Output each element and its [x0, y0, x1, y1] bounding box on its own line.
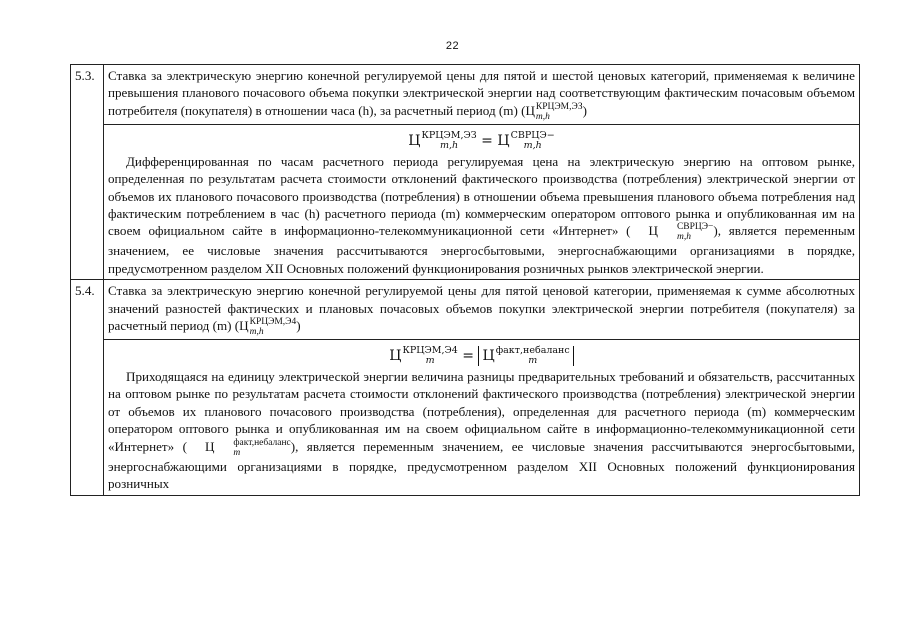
- price-symbol: Ц КРЦЭМ,Э4 m,h: [239, 317, 297, 338]
- clauses-table: [70, 64, 860, 496]
- clause-row-5-4-body: [71, 340, 860, 495]
- clause-body: [104, 124, 860, 279]
- clause-title-text: Ставка за электрическую энергию конечной регулируемой цены для пятой ценовой категории, применяемая к сумме абсолютных значений разностей фактических и плановых почасовых объемов покупки электрической энергии потребителя (покупателя) за расчетный период (m) (: [108, 283, 855, 334]
- formula-rhs-absolute-value: Ц факт,небаланс m: [478, 346, 573, 366]
- clause-row-5-3-title: [71, 65, 860, 125]
- price-symbol: Ц СВРЦЭ− m,h: [648, 222, 714, 243]
- clause-row-5-4-title: [71, 280, 860, 340]
- page-number: 22: [445, 40, 460, 52]
- formula-equals: =: [481, 132, 493, 149]
- clause-title: Ставка за электрическую энергию конечной регулируемой цены для пятой и шестой ценовых категорий, применяемая к величине превышения планового почасового объема покупки электрической энергии над соответствующим фактическим почасовым объемом потребителя (покупателя) в отношении часа (h), за расчетный период (m) (Ц КРЦЭМ,ЭЗ m,h ): [104, 65, 860, 125]
- clause-body-text: Приходящаяся на единицу электрической энергии величина разницы предварительных требований и обязательств, рассчитанных на оптовом рынке по результатам расчета стоимости отклонений фактического производства (потребления) электрической энергии от объемов их планового почасового производства (потребления), определенная для расчетного периода (m) коммерческим оператором оптового рынка и опубликованная им на своем официальном сайте в информационно-телекоммуникационной сети «Интернет» ( Ц факт,небаланс m ), является переменным значением, ее числовые значения рассчитываются энергосбытовыми, энергоснабжающими организациями в порядке, предусмотренном разделом XII Основных положений функционирования розничных: [108, 369, 855, 492]
- clause-row-5-3-body: [71, 124, 860, 279]
- formula-lhs: Ц КРЦЭМ,Э4 m: [389, 345, 458, 367]
- clause-number: 5.4.: [71, 280, 104, 495]
- formula-equals: =: [462, 348, 475, 365]
- price-symbol: Ц факт,небаланс m: [204, 437, 291, 458]
- clause-body: [104, 340, 860, 495]
- formula: [108, 342, 855, 368]
- clause-body-text: Дифференцированная по часам расчетного периода регулируемая цена на электрическую энергию на оптовом рынке, определенная по результатам расчета стоимости отклонений фактического производства (потребления) электрической энергии от объемов их планового почасового производства (потребления) в отношении объема превышения планового объема потребления над фактическим потреблением в час (h) расчетного периода (m) коммерческим оператором оптового рынка и опубликованная им на своем официальном сайте в информационно-телекоммуникационной сети «Интернет» ( Ц СВРЦЭ− m,h ), является переменным значением, ее числовые значения рассчитываются энергосбытовыми, энергоснабжающими организациями в порядке, предусмотренном разделом XII Основных положений функционирования розничных рынков электрической энергии.: [108, 153, 855, 276]
- clause-title-text: Ставка за электрическую энергию конечной регулируемой цены для пятой и шестой ценовых категорий, применяемая к величине превышения планового почасового объема покупки электрической энергии над соответствующим фактическим почасовым объемом потребителя (покупателя) в отношении часа (h), за расчетный период (m) (: [108, 68, 855, 118]
- clause-number: 5.3.: [71, 65, 104, 280]
- formula: [108, 127, 855, 153]
- price-symbol: Ц КРЦЭМ,ЭЗ m,h: [525, 101, 583, 122]
- clause-title: Ставка за электрическую энергию конечной регулируемой цены для пятой ценовой категории, применяемая к сумме абсолютных значений разностей фактических и плановых почасовых объемов покупки электрической энергии потребителя (покупателя) за расчетный период (m) (Ц КРЦЭМ,Э4 m,h ): [104, 280, 860, 340]
- formula-rhs: Ц СВРЦЭ− m,h: [497, 129, 555, 151]
- formula-lhs: Ц КРЦЭМ,ЭЗ m,h: [408, 129, 477, 151]
